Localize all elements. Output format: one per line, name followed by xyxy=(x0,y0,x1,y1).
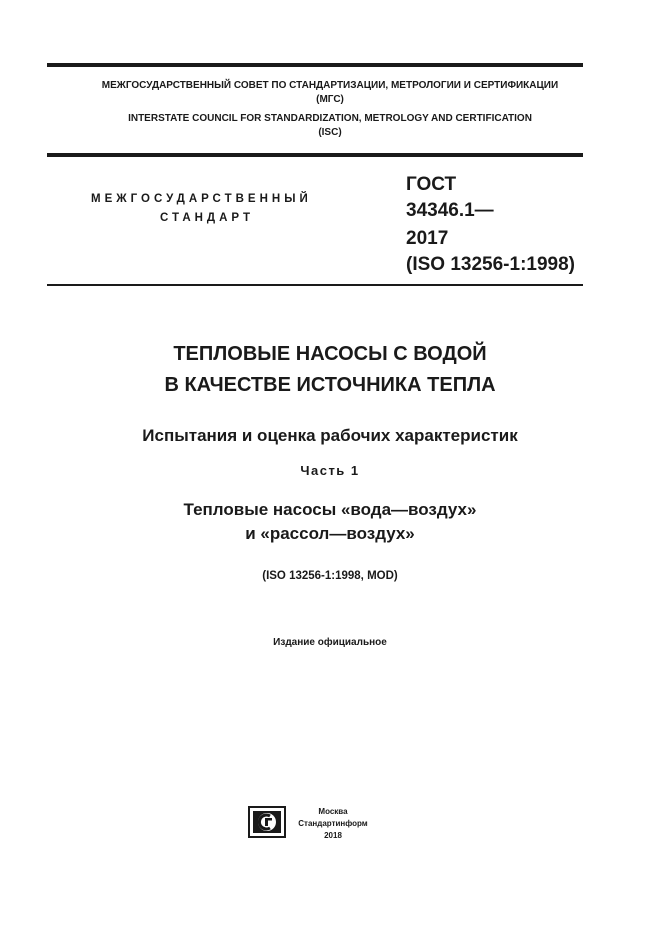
designation-year: 2017 xyxy=(406,228,449,249)
bottom-rule xyxy=(47,284,583,286)
standard-label-line1: МЕЖГОСУДАРСТВЕННЫЙ xyxy=(91,193,312,205)
part-title-line2: и «рассол—воздух» xyxy=(245,524,415,543)
council-ru-line: МЕЖГОСУДАРСТВЕННЫЙ СОВЕТ ПО СТАНДАРТИЗАЦИИ, МЕТРОЛОГИИ И СЕРТИФИКАЦИИ xyxy=(101,80,559,91)
iso-reference: (ISO 13256-1:1998, MOD) xyxy=(262,570,398,582)
middle-rule xyxy=(47,153,583,157)
designation-iso: (ISO 13256-1:1998) xyxy=(406,254,575,275)
standard-label-line2: СТАНДАРТ xyxy=(160,212,254,224)
title-line1: ТЕПЛОВЫЕ НАСОСЫ С ВОДОЙ xyxy=(173,343,487,365)
publisher-city: Москва xyxy=(318,807,348,816)
publisher-name: Стандартинформ xyxy=(298,819,368,828)
edition-label: Издание официальное xyxy=(273,637,387,648)
designation-number: 34346.1— xyxy=(406,200,494,221)
standartinform-logo-icon xyxy=(248,806,286,838)
part-label: Часть 1 xyxy=(300,463,360,478)
part-title-line1: Тепловые насосы «вода—воздух» xyxy=(183,500,477,519)
designation-gost: ГОСТ xyxy=(406,174,457,195)
council-en-line: INTERSTATE COUNCIL FOR STANDARDIZATION, METROLOGY AND CERTIFICATION xyxy=(128,113,532,124)
publisher-year: 2018 xyxy=(324,831,342,840)
subtitle: Испытания и оценка рабочих характеристик xyxy=(142,426,518,445)
title-line2: В КАЧЕСТВЕ ИСТОЧНИКА ТЕПЛА xyxy=(164,374,496,396)
council-en-abbr: (ISC) xyxy=(318,127,342,138)
top-rule xyxy=(47,63,583,67)
council-ru-abbr: (МГС) xyxy=(316,94,344,105)
